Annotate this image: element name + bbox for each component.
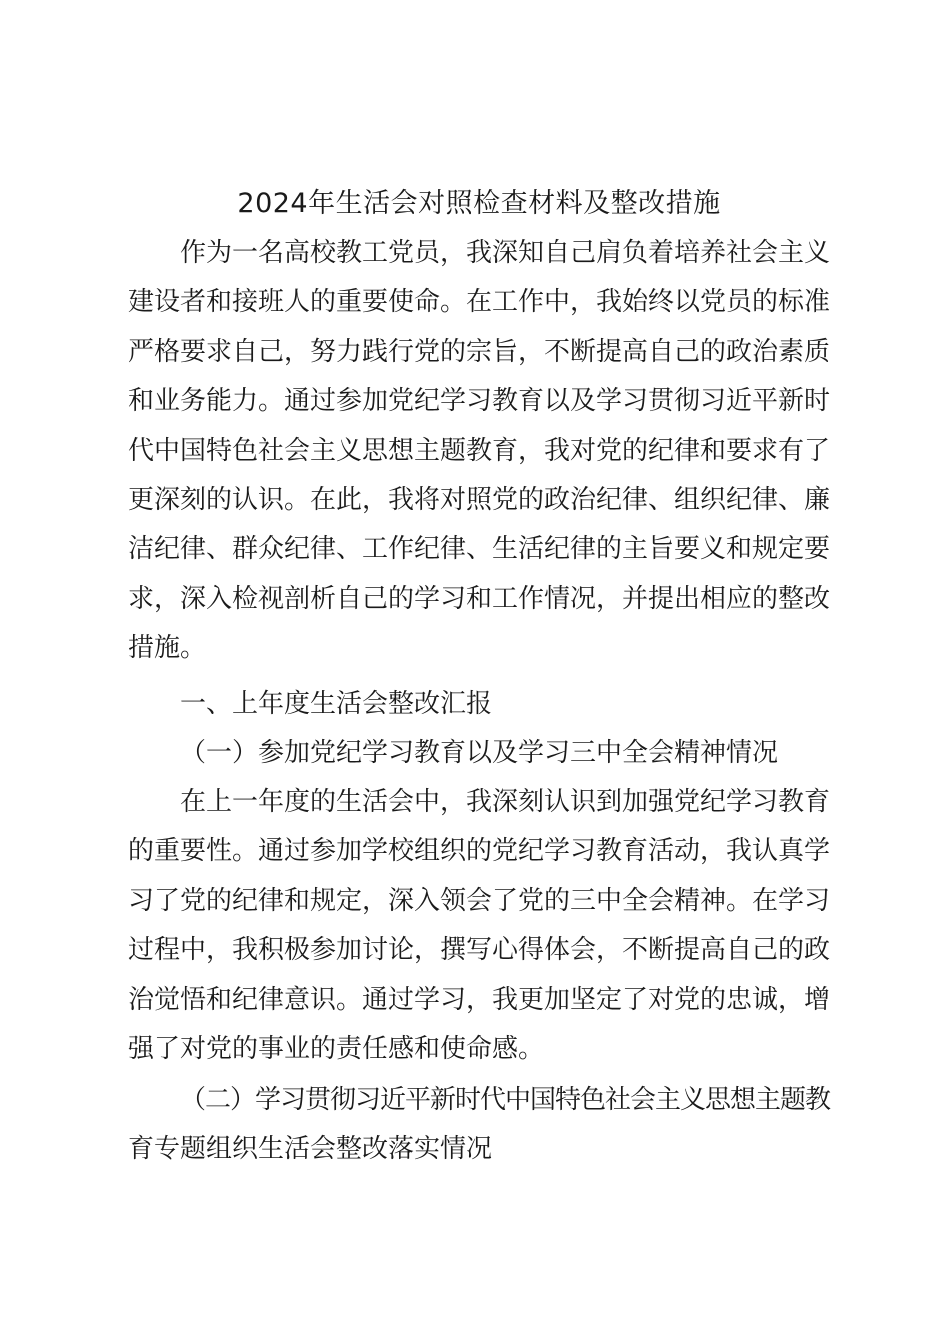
paragraph-study xyxy=(128,778,830,1074)
text-line: 更深刻的认识。在此，我将对照党的政治纪律、组织纪律、廉 xyxy=(128,485,831,516)
section-heading xyxy=(128,680,830,729)
text-line: 措施。 xyxy=(128,633,207,664)
text-line: 治觉悟和纪律意识。通过学习，我更加坚定了对党的忠诚，增 xyxy=(128,984,831,1015)
text-line: 建设者和接班人的重要使命。在工作中，我始终以党员的标准 xyxy=(128,287,831,318)
heading-line: （一）参加党纪学习教育以及学习三中全会精神情况 xyxy=(180,738,779,768)
text-line: 严格要求自己，努力践行党的宗旨，不断提高自己的政治素质 xyxy=(128,336,831,367)
text-line: 过程中，我积极参加讨论，撰写心得体会，不断提高自己的政 xyxy=(128,935,831,966)
text-line: 强了对党的事业的责任感和使命感。 xyxy=(128,1034,545,1065)
text-line: 作为一名高校教工党员，我深知自己肩负着培养社会主义 xyxy=(180,238,831,268)
subsection-heading xyxy=(128,1076,830,1175)
text-line: 在上一年度的生活会中，我深刻认识到加强党纪学习教育 xyxy=(180,787,831,817)
heading-line: 一、上年度生活会整改汇报 xyxy=(180,689,493,719)
subsection-heading xyxy=(128,729,830,778)
text-line: 代中国特色社会主义思想主题教育，我对党的纪律和要求有了 xyxy=(128,435,831,466)
heading-line: 育专题组织生活会整改落实情况 xyxy=(128,1134,493,1165)
text-line: 的重要性。通过参加学校组织的党纪学习教育活动，我认真学 xyxy=(128,836,831,867)
heading-line: （二）学习贯彻习近平新时代中国特色社会主义思想主题教 xyxy=(180,1085,831,1115)
text-line: 习了党的纪律和规定，深入领会了党的三中全会精神。在学习 xyxy=(128,885,831,916)
document-title: 2024年生活会对照检查材料及整改措施 xyxy=(237,188,721,219)
paragraph-intro xyxy=(128,229,830,674)
text-line: 求，深入检视剖析自己的学习和工作情况，并提出相应的整改 xyxy=(128,583,831,614)
text-line: 和业务能力。通过参加党纪学习教育以及学习贯彻习近平新时 xyxy=(128,386,831,417)
text-line: 洁纪律、群众纪律、工作纪律、生活纪律的主旨要义和规定要 xyxy=(128,534,831,565)
